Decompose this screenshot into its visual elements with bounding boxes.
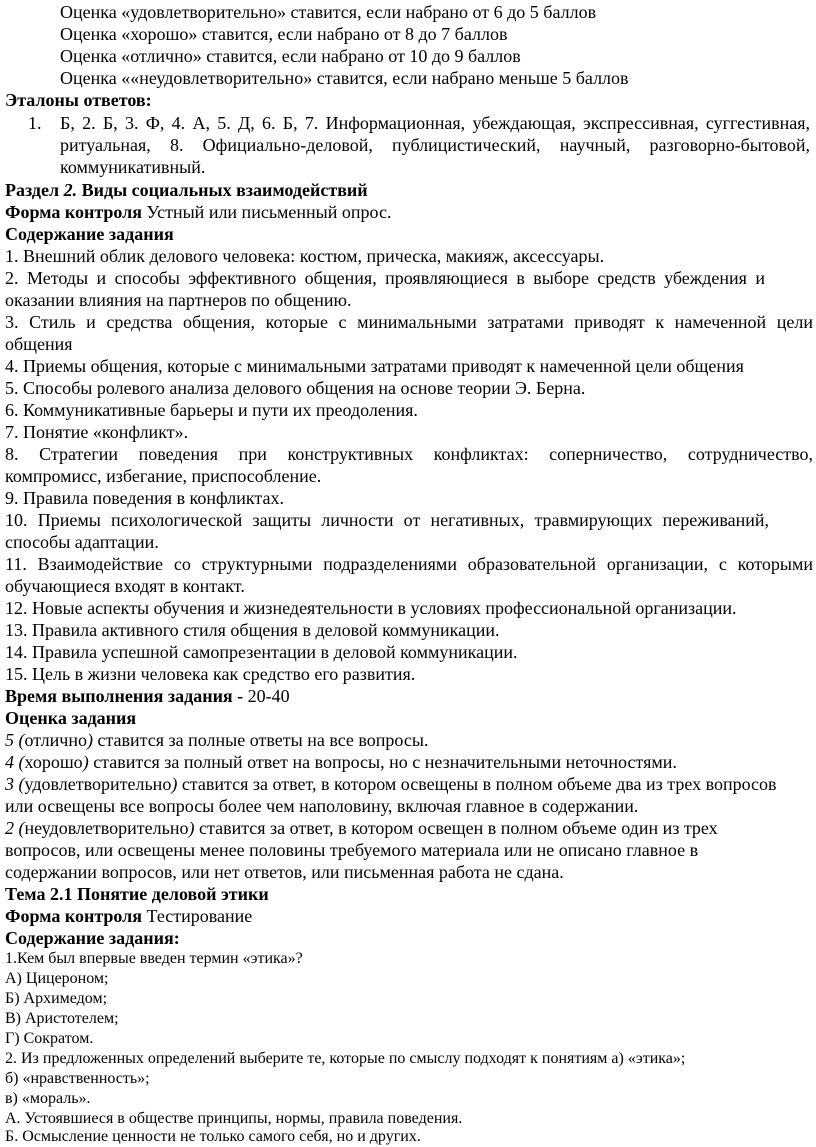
task-item: 1. Внешний облик делового человека: костюм, прическа, макияж, аксессуары. — [5, 246, 605, 266]
grade-text: ставится за ответ, в котором освещены в полном объеме два из трех вопросов — [177, 774, 777, 794]
task-item: 3. Стиль и средства общения, которые с минимальными затратами приводят к намеченной цели — [5, 312, 813, 332]
form-control-label: Форма контроля — [5, 906, 143, 926]
test-definition: Б. Осмысление ценности не только самого себя, но и других. — [5, 1128, 421, 1145]
assessment-grade-2 — [5, 817, 718, 839]
grading-line-satisfactory: Оценка «удовлетворительно» ставится, если набрано от 6 до 5 баллов — [60, 2, 597, 22]
task-item: 13. Правила активного стиля общения в деловой коммуникации. — [5, 620, 500, 640]
section-label: Раздел — [5, 180, 64, 200]
topic-form-control — [5, 905, 252, 927]
grade-mark: 2 ( — [5, 818, 25, 838]
grade-word: удовлетворительно — [24, 774, 172, 794]
grade-close: ) — [188, 818, 195, 838]
answers-list-number: 1. — [28, 113, 42, 133]
task-item: 4. Приемы общения, которые с минимальными затратами приводят к намеченной цели общения — [5, 356, 744, 376]
test-option: А) Цицероном; — [5, 970, 109, 987]
task-item: оказании влияния на партнеров по общению. — [5, 290, 352, 310]
section-number: 2. — [63, 180, 78, 200]
answers-line: Б, 2. Б, 3. Ф, 4. А, 5. Д, 6. Б, 7. Информационная, убеждающая, экспрессивная, суггестивная, — [60, 113, 810, 133]
time-value: 20-40 — [247, 686, 290, 706]
grade-mark: 3 ( — [5, 774, 25, 794]
grade-mark: 5 ( — [5, 730, 25, 750]
test-definition: А. Устоявшиеся в обществе принципы, нормы, правила поведения. — [5, 1110, 463, 1127]
section-title — [5, 179, 368, 201]
grade-close: ) — [86, 730, 93, 750]
assessment-heading: Оценка задания — [5, 708, 137, 728]
task-item: 11. Взаимодействие со структурными подразделениями образовательной организации, с которыми — [5, 554, 813, 574]
time-line — [5, 685, 290, 707]
topic-title: Тема 2.1 Понятие деловой этики — [5, 884, 269, 904]
grade-close: ) — [82, 752, 89, 772]
test-term: в) «мораль». — [5, 1090, 91, 1107]
topic-content-heading: Содержание задания: — [5, 928, 180, 948]
task-item: 2. Методы и способы эффективного общения, проявляющиеся в выборе средств убеждения и — [5, 268, 765, 288]
grade-close: ) — [171, 774, 178, 794]
answers-line: коммуникативный. — [60, 157, 206, 177]
answers-line: ритуальная, 8. Официально-деловой, публицистический, научный, разговорно-бытовой, — [60, 135, 810, 155]
grading-line-excellent: Оценка «отлично» ставится, если набрано от 10 до 9 баллов — [60, 46, 521, 66]
grading-line-unsatisfactory: Оценка ««неудовлетворительно» ставится, если набрано меньше 5 баллов — [60, 68, 629, 88]
task-item: способы адаптации. — [5, 532, 159, 552]
task-item: компромисс, избегание, приспособление. — [5, 466, 322, 486]
assessment-grade-4 — [5, 751, 677, 773]
task-item: обучающиеся входят в контакт. — [5, 576, 245, 596]
task-item: общения — [5, 334, 73, 354]
assessment-grade-3-cont: или освещены все вопросы более чем наполовину, включая главное в содержании. — [5, 796, 639, 816]
task-item: 8. Стратегии поведения при конструктивных конфликтах: соперничество, сотрудничество, — [5, 444, 813, 464]
task-item: 6. Коммуникативные барьеры и пути их преодоления. — [5, 400, 418, 420]
task-item: 15. Цель в жизни человека как средство его развития. — [5, 664, 416, 684]
assessment-grade-5 — [5, 729, 428, 751]
task-item: 5. Способы ролевого анализа делового общения на основе теории Э. Берна. — [5, 378, 586, 398]
task-item: 10. Приемы психологической защиты личности от негативных, травмирующих переживаний, — [5, 510, 769, 530]
task-item: 7. Понятие «конфликт». — [5, 422, 189, 442]
test-question: 1.Кем был впервые введен термин «этика»? — [5, 950, 303, 967]
test-option: В) Аристотелем; — [5, 1010, 119, 1027]
section-form-control — [5, 201, 391, 223]
form-control-value: Устный или письменный опрос. — [142, 202, 392, 222]
assessment-grade-2-cont: содержании вопросов, или нет ответов, или письменная работа не сдана. — [5, 862, 564, 882]
task-item: 9. Правила поведения в конфликтах. — [5, 488, 284, 508]
grading-line-good: Оценка «хорошо» ставится, если набрано от 8 до 7 баллов — [60, 24, 508, 44]
grade-word: отлично — [24, 730, 87, 750]
task-item: 14. Правила успешной самопрезентации в деловой коммуникации. — [5, 642, 518, 662]
form-control-label: Форма контроля — [5, 202, 143, 222]
grade-word: хорошо — [24, 752, 83, 772]
grade-text: ставится за полные ответы на все вопросы. — [92, 730, 429, 750]
assessment-grade-3 — [5, 773, 777, 795]
assessment-grade-2-cont: вопросов, или освещены менее половины требуемого материала или не описано главное в — [5, 840, 699, 860]
test-question: 2. Из предложенных определений выберите те, которые по смыслу подходят к понятиям а) «этика»; — [5, 1050, 686, 1067]
section-content-heading: Содержание задания — [5, 224, 174, 244]
test-term: б) «нравственность»; — [5, 1070, 150, 1087]
form-control-value: Тестирование — [142, 906, 253, 926]
test-option: Б) Архимедом; — [5, 990, 108, 1007]
grade-text: ставится за полный ответ на вопросы, но с незначительными неточностями. — [88, 752, 677, 772]
time-label: Время выполнения задания - — [5, 686, 248, 706]
test-option: Г) Сократом. — [5, 1030, 94, 1047]
answers-heading: Эталоны ответов: — [5, 90, 152, 110]
grade-word: неудовлетворительно — [24, 818, 189, 838]
task-item: 12. Новые аспекты обучения и жизнедеятельности в условиях профессиональной организации. — [5, 598, 737, 618]
section-name: Виды социальных взаимодействий — [77, 180, 368, 200]
grade-text: ставится за ответ, в котором освещен в полном объеме один из трех — [194, 818, 718, 838]
grade-mark: 4 ( — [5, 752, 25, 772]
